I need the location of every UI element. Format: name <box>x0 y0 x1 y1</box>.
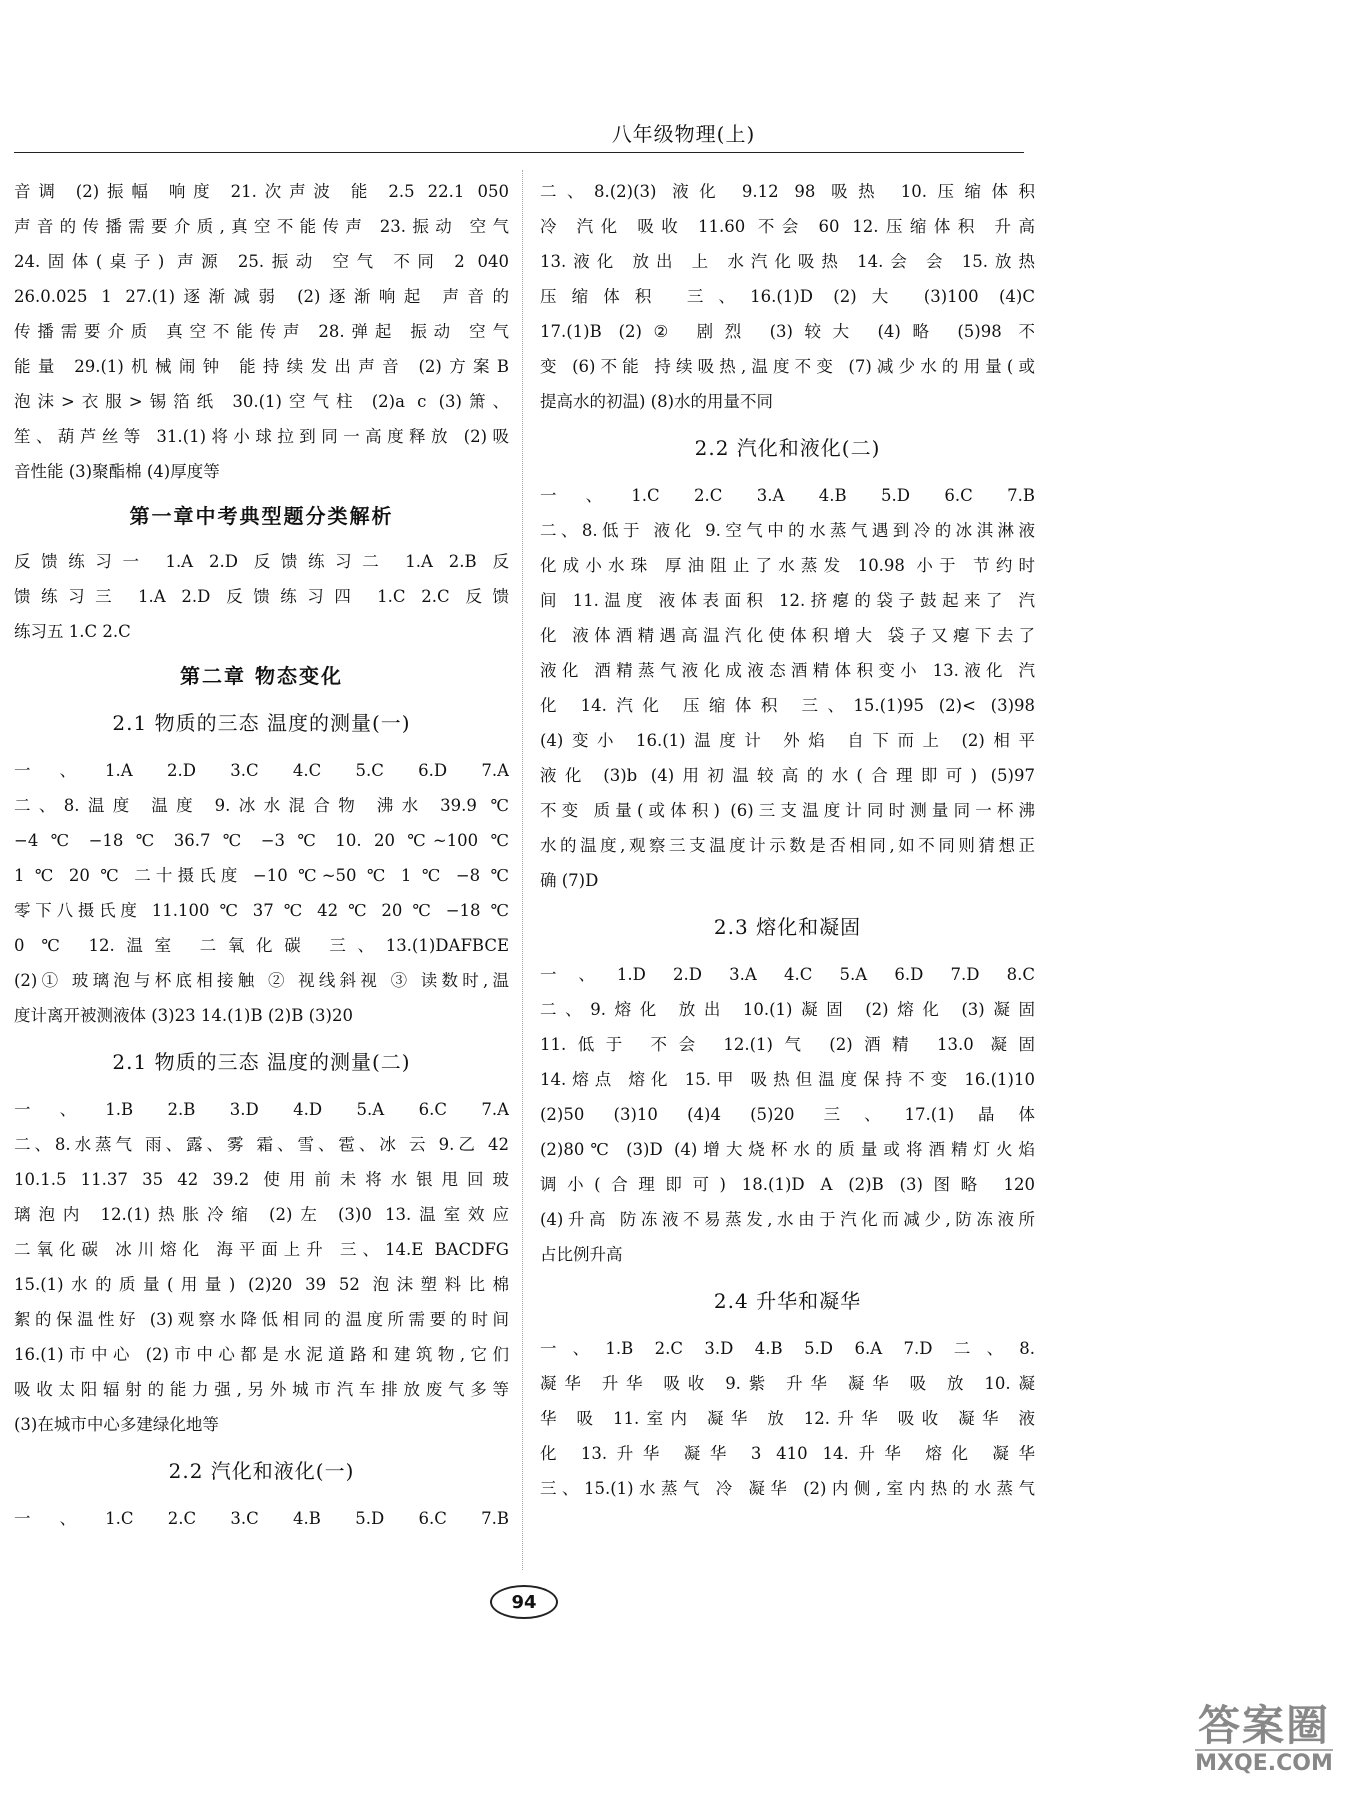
answer-line: 11.低于 不会 12.(1)气 (2)酒精 13.0 凝固 <box>540 1035 1035 1054</box>
answer-line: 16.(1)市中心 (2)市中心都是水泥道路和建筑物,它们 <box>14 1345 509 1364</box>
subsection-title: 2.4 升华和凝华 <box>713 1289 862 1313</box>
answer-line: (2)50 (3)10 (4)4 (5)20 三、17.(1)晶体 <box>540 1105 1035 1124</box>
answer-line: 华 吸 11.室内 凝华 放 12.升华 吸收 凝华 液 <box>540 1409 1035 1428</box>
answer-line: 璃泡内 12.(1)热胀冷缩 (2)左 (3)0 13.温室效应 <box>14 1205 509 1224</box>
answer-line: 吸收太阳辐射的能力强,另外城市汽车排放废气多等 <box>14 1380 509 1399</box>
answer-line: 化成小水珠 厚油阻止了水蒸发 10.98 小于 节约时 <box>540 556 1035 575</box>
section-title: 第二章 物态变化 <box>180 664 343 688</box>
subsection-title: 2.1 物质的三态 温度的测量(二) <box>112 1050 411 1074</box>
answer-line: 化 13.升华 凝华 3 410 14.升华 熔化 凝华 <box>540 1444 1035 1463</box>
answer-line: 化 液体酒精遇高温汽化使体积增大 袋子又瘪下去了 <box>540 626 1035 645</box>
answer-line: 絮的保温性好 (3)观察水降低相同的温度所需要的时间 <box>14 1310 509 1329</box>
answer-line: 一、1.D 2.D 3.A 4.C 5.A 6.D 7.D 8.C <box>540 965 1035 984</box>
answer-line: 一、1.C 2.C 3.C 4.B 5.D 6.C 7.B <box>14 1509 509 1528</box>
answer-line: 压缩体积 三、16.(1)D (2)大 (3)100 (4)C <box>540 287 1035 306</box>
page-header: 八年级物理(上) <box>611 122 756 146</box>
right-column <box>540 174 1035 1506</box>
answer-line: 二氧化碳 冰川熔化 海平面上升 三、14.E BACDFG <box>14 1240 509 1259</box>
answer-line: 水的温度,观察三支温度计示数是否相同,如不同则猜想正 <box>540 836 1035 855</box>
answer-line: 音调 (2)振幅 响度 21.次声波 能 2.5 22.1 050 <box>14 182 509 201</box>
section-title: 第一章中考典型题分类解析 <box>129 504 394 528</box>
answer-line: 三、15.(1)水蒸气 冷 凝华 (2)内侧,室内热的水蒸气 <box>540 1479 1035 1498</box>
answer-line: 调小(合理即可) 18.(1)D A (2)B (3)图略 120 <box>540 1175 1035 1194</box>
watermark-text: 答案圈 <box>1197 1701 1330 1750</box>
left-column <box>14 174 509 1536</box>
answer-line: 化 14.汽化 压缩体积 三、15.(1)95 (2)< (3)98 <box>540 696 1035 715</box>
answer-line: 一、1.C 2.C 3.A 4.B 5.D 6.C 7.B <box>540 486 1035 505</box>
answer-line: 能量 29.(1)机械闹钟 能持续发出声音 (2)方案B <box>14 357 509 376</box>
answer-line: 10.1.5 11.37 35 42 39.2 使用前未将水银甩回玻 <box>14 1170 509 1189</box>
answer-line: −4 ℃ −18 ℃ 36.7 ℃ −3 ℃ 10. 20 ℃~100 ℃ <box>14 831 509 850</box>
header-rule <box>14 152 1024 153</box>
page-number: 94 <box>490 1585 558 1619</box>
answer-line: 一、1.B 2.C 3.D 4.B 5.D 6.A 7.D 二、8. <box>540 1339 1035 1358</box>
answer-line: 17.(1)B (2)② 剧烈 (3)较大 (4)略 (5)98 不 <box>540 322 1035 341</box>
answer-line: 二、8.(2)(3) 液化 9.12 98 吸热 10.压缩体积 <box>540 182 1035 201</box>
answer-line: 24.固体(桌子) 声源 25.振动 空气 不同 2 040 <box>14 252 509 271</box>
answer-line: 二、8.低于 液化 9.空气中的水蒸气遇到冷的冰淇淋液 <box>540 521 1035 540</box>
answer-line: 变 (6)不能 持续吸热,温度不变 (7)减少水的用量(或 <box>540 357 1035 376</box>
answer-line: 馈练习三 1.A 2.D 反馈练习四 1.C 2.C 反馈 <box>14 587 509 606</box>
answer-line: 二、8.温度 温度 9.冰水混合物 沸水 39.9 ℃ <box>14 796 509 815</box>
subsection-title: 2.3 熔化和凝固 <box>713 915 862 939</box>
answer-line: (4)变小 16.(1)温度计 外焰 自下而上 (2)相平 <box>540 731 1035 750</box>
answer-line: 一、1.A 2.D 3.C 4.C 5.C 6.D 7.A <box>14 761 509 780</box>
answer-line: 冷 汽化 吸收 11.60 不会 60 12.压缩体积 升高 <box>540 217 1035 236</box>
answer-line: 练习五 1.C 2.C <box>14 622 131 641</box>
answer-line: (2)80℃ (3)D (4)增大烧杯水的质量或将酒精灯火焰 <box>540 1140 1035 1159</box>
answer-line: 1 ℃ 20 ℃ 二十摄氏度 −10 ℃~50 ℃ 1 ℃ −8 ℃ <box>14 866 509 885</box>
answer-line: 26.0.025 1 27.(1)逐渐减弱 (2)逐渐响起 声音的 <box>14 287 509 306</box>
answer-line: 15.(1)水的质量(用量) (2)20 39 52 泡沫塑料比棉 <box>14 1275 509 1294</box>
answer-line: (4)升高 防冻液不易蒸发,水由于汽化而减少,防冻液所 <box>540 1210 1035 1229</box>
answer-line: 零下八摄氏度 11.100 ℃ 37 ℃ 42 ℃ 20 ℃ −18 ℃ <box>14 901 509 920</box>
answer-line: 反馈练习一 1.A 2.D 反馈练习二 1.A 2.B 反 <box>14 552 509 571</box>
answer-line: 间 11.温度 液体表面积 12.挤瘪的袋子鼓起来了 汽 <box>540 591 1035 610</box>
subsection-title: 2.1 物质的三态 温度的测量(一) <box>112 711 411 735</box>
answer-line: 占比例升高 <box>540 1245 623 1264</box>
answer-line: 声音的传播需要介质,真空不能传声 23.振动 空气 <box>14 217 509 236</box>
answer-line: 凝华 升华 吸收 9.紫 升华 凝华 吸 放 10.凝 <box>540 1374 1035 1393</box>
answer-line: 14.熔点 熔化 15.甲 吸热但温度保持不变 16.(1)10 <box>540 1070 1035 1089</box>
subsection-title: 2.2 汽化和液化(一) <box>168 1459 355 1483</box>
watermark-logo <box>1179 1694 1349 1786</box>
answer-line: 不变 质量(或体积) (6)三支温度计同时测量同一杯沸 <box>540 801 1035 820</box>
answer-line: 液化 (3)b (4)用初温较高的水(合理即可) (5)97 <box>540 766 1035 785</box>
answer-line: 提高水的初温) (8)水的用量不同 <box>540 392 774 411</box>
answer-line: 泡沫>衣服>锡箔纸 30.(1)空气柱 (2)a c (3)箫、 <box>14 392 509 411</box>
answer-line: 二、9.熔化 放出 10.(1)凝固 (2)熔化 (3)凝固 <box>540 1000 1035 1019</box>
answer-line: 度计离开被测液体 (3)23 14.(1)B (2)B (3)20 <box>14 1006 353 1025</box>
answer-line: 确 (7)D <box>540 871 599 890</box>
answer-line: (3)在城市中心多建绿化地等 <box>14 1415 219 1434</box>
column-divider <box>522 170 523 1570</box>
answer-line: 音性能 (3)聚酯棉 (4)厚度等 <box>14 462 220 481</box>
answer-line: 传播需要介质 真空不能传声 28.弹起 振动 空气 <box>14 322 509 341</box>
answer-line: 一、1.B 2.B 3.D 4.D 5.A 6.C 7.A <box>14 1100 509 1119</box>
answer-line: 二、8.水蒸气 雨、露、雾 霜、雪、雹、冰 云 9.乙 42 <box>14 1135 509 1154</box>
answer-line: 0 ℃ 12.温室 二氧化碳 三、13.(1)DAFBCE <box>14 936 509 955</box>
watermark-url: MXQE.COM <box>1195 1751 1333 1776</box>
answer-line: (2)① 玻璃泡与杯底相接触 ② 视线斜视 ③ 读数时,温 <box>14 971 509 990</box>
answer-line: 液化 酒精蒸气液化成液态酒精体积变小 13.液化 汽 <box>540 661 1035 680</box>
subsection-title: 2.2 汽化和液化(二) <box>694 436 881 460</box>
answer-line: 笙、葫芦丝等 31.(1)将小球拉到同一高度释放 (2)吸 <box>14 427 509 446</box>
answer-line: 13.液化 放出 上 水汽化吸热 14.会 会 15.放热 <box>540 252 1035 271</box>
